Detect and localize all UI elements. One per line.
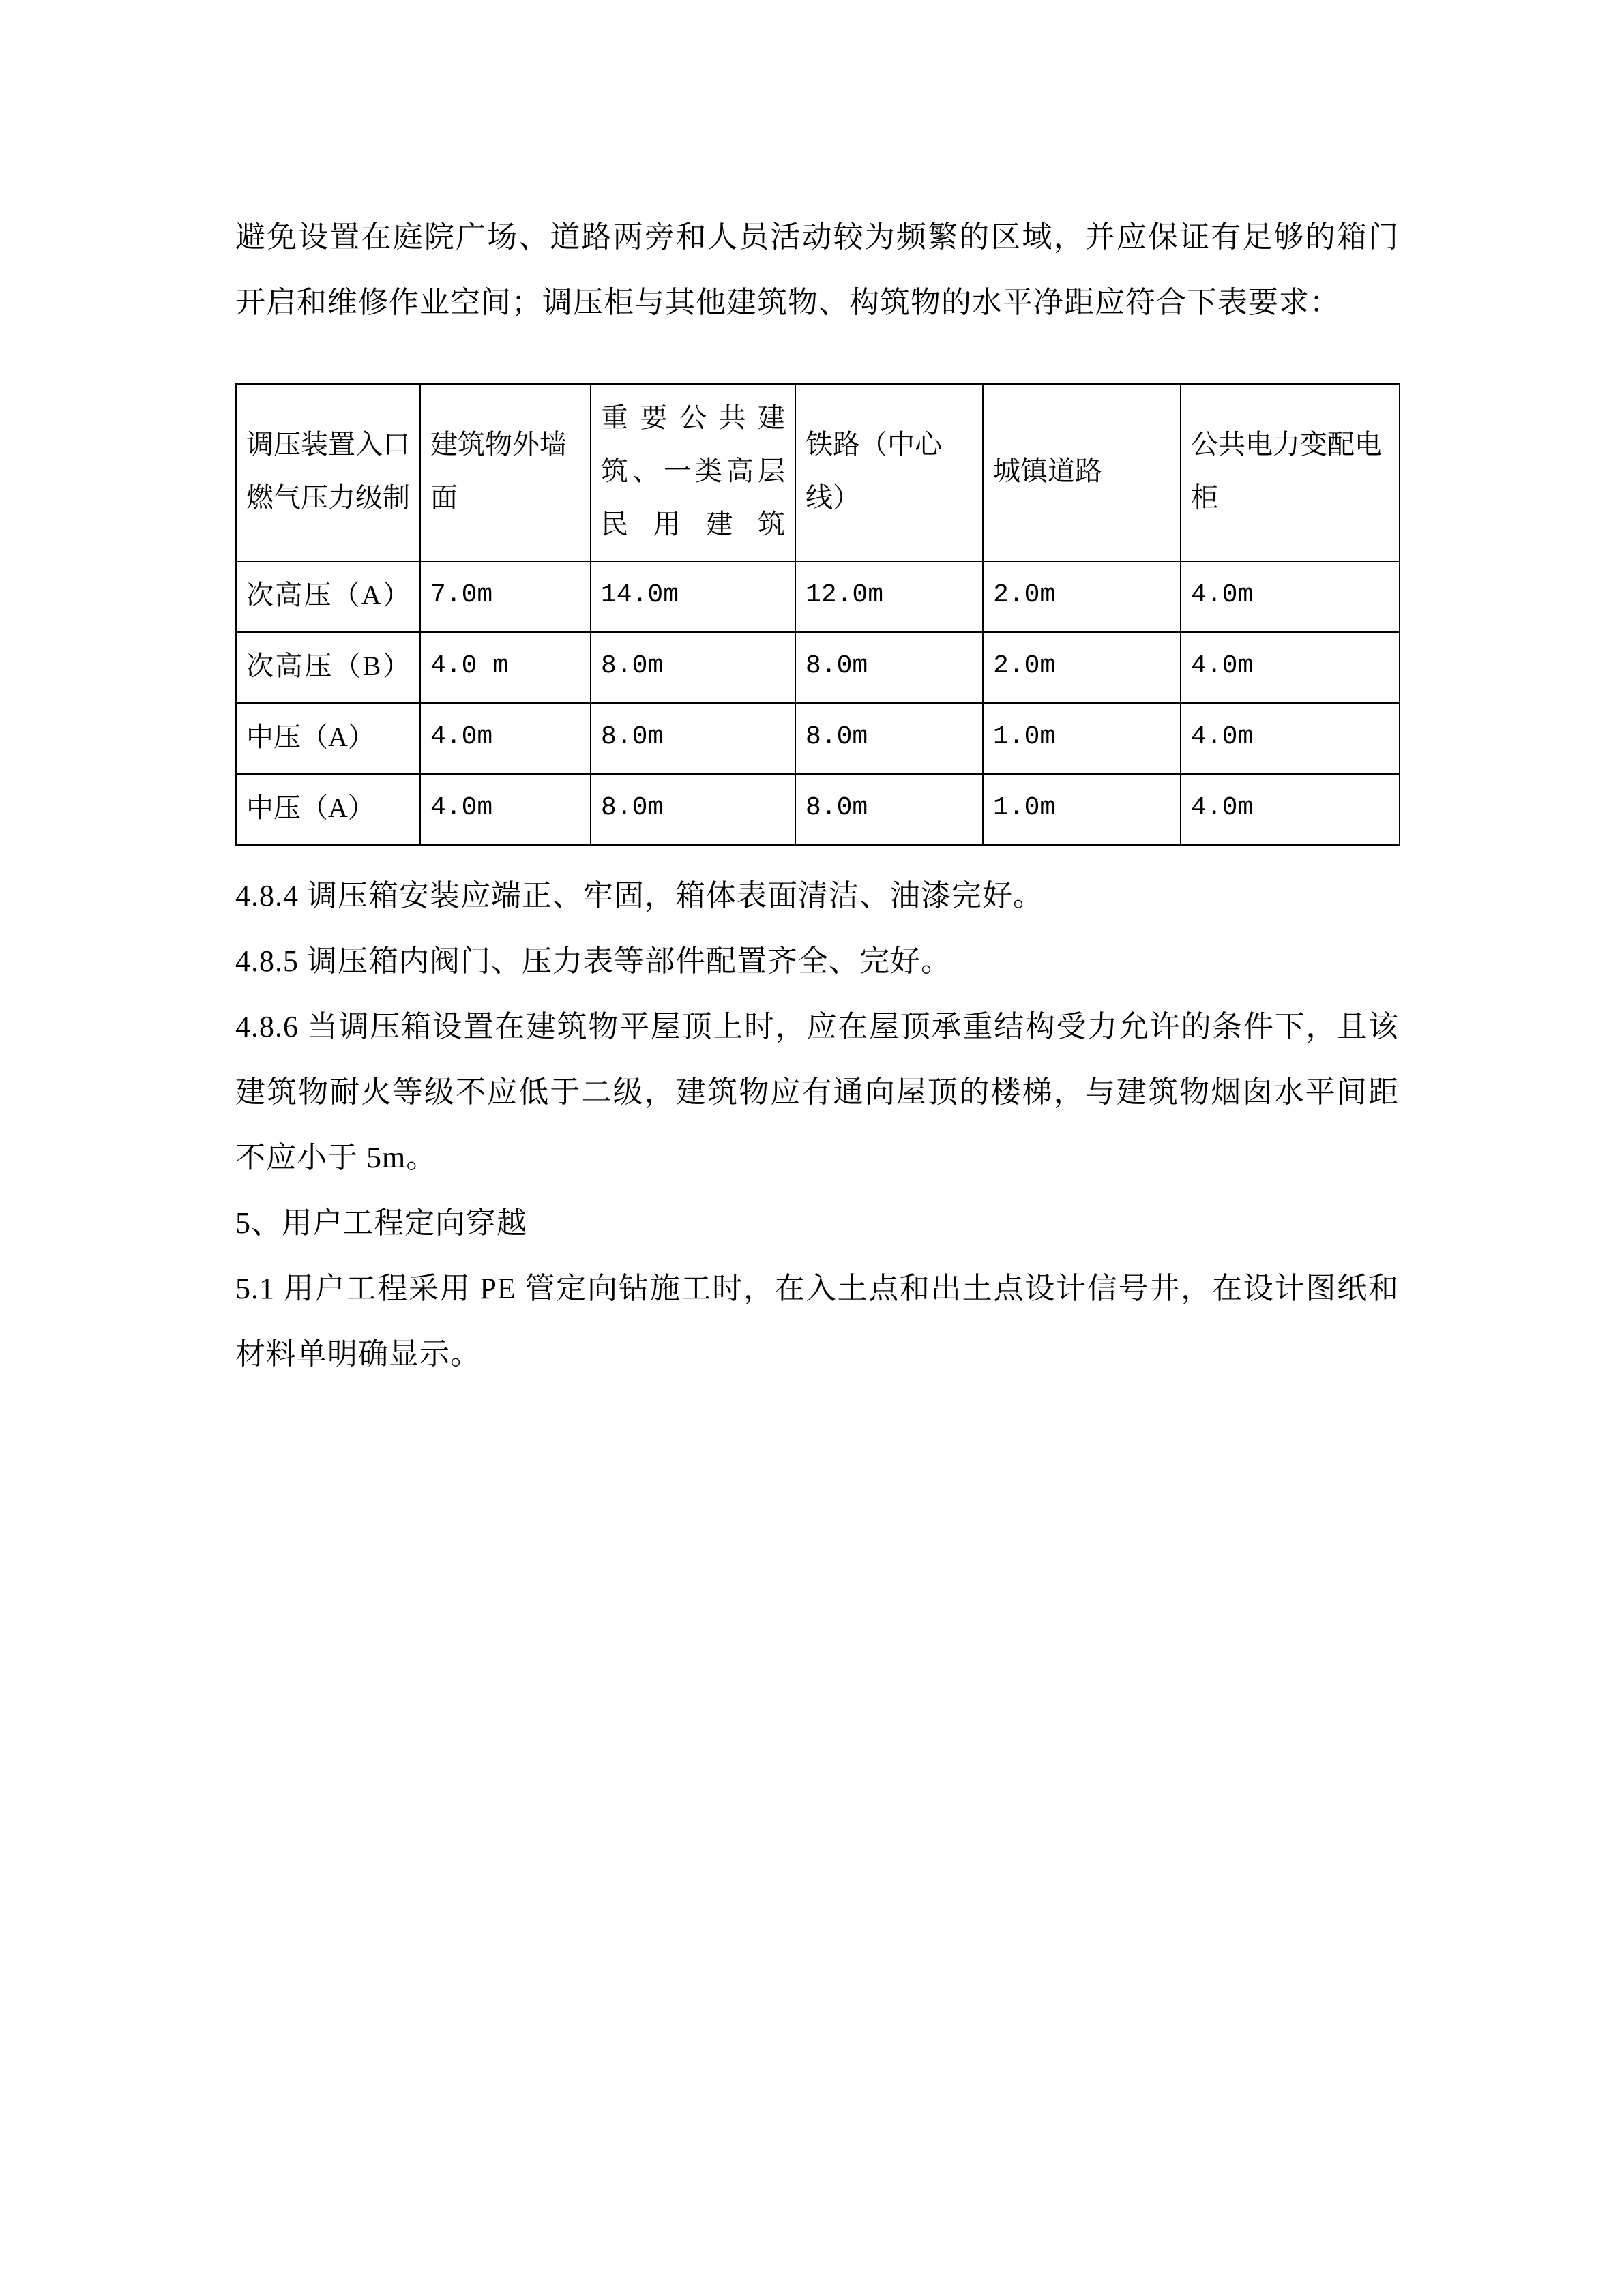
clause-5-1: 5.1 用户工程采用 PE 管定向钻施工时，在入土点和出土点设计信号井，在设计图纸和材料单明确显示。 xyxy=(235,1272,1399,1371)
row-label: 中压（A） xyxy=(236,774,420,845)
table-cell: 1.0m xyxy=(983,703,1181,774)
pressure-distance-table xyxy=(235,383,1400,846)
clause-4-8-4: 4.8.4 调压箱安装应端正、牢固，箱体表面清洁、油漆完好。 xyxy=(235,879,1044,912)
table-header-cell: 公共电力变配电柜 xyxy=(1181,384,1400,561)
row-label: 中压（A） xyxy=(236,703,420,774)
table-row xyxy=(236,703,1400,774)
table-cell: 8.0m xyxy=(795,703,983,774)
clause-4-8-6: 4.8.6 当调压箱设置在建筑物平屋顶上时，应在屋顶承重结构受力允许的条件下，且该建筑物耐火等级不应低于二级，建筑物应有通向屋顶的楼梯，与建筑物烟囱水平间距不应小于 5m。 xyxy=(235,1010,1399,1174)
table-cell: 2.0m xyxy=(983,632,1181,703)
table-cell: 8.0m xyxy=(591,703,795,774)
section-5-heading: 5、用户工程定向穿越 xyxy=(235,1206,527,1240)
table-cell: 4.0m xyxy=(420,703,591,774)
spacer xyxy=(235,336,1399,383)
table-header-cell: 调压装置入口燃气压力级制 xyxy=(236,384,420,561)
table-cell: 8.0m xyxy=(795,632,983,703)
table-cell: 8.0m xyxy=(591,774,795,845)
spacer xyxy=(235,846,1399,863)
table-cell: 4.0m xyxy=(1181,703,1400,774)
table-cell: 4.0m xyxy=(1181,561,1400,632)
table-cell: 4.0m xyxy=(1181,774,1400,845)
table-cell: 1.0m xyxy=(983,774,1181,845)
table-cell: 14.0m xyxy=(591,561,795,632)
table-cell: 8.0m xyxy=(795,774,983,845)
table-cell: 4.0m xyxy=(420,774,591,845)
row-label: 次高压（A） xyxy=(236,561,420,632)
table-header-cell: 城镇道路 xyxy=(983,384,1181,561)
table-row xyxy=(236,632,1400,703)
table-cell: 4.0m xyxy=(1181,632,1400,703)
table-cell: 8.0m xyxy=(591,632,795,703)
table-cell: 7.0m xyxy=(420,561,591,632)
table-row xyxy=(236,561,1400,632)
row-label: 次高压（B） xyxy=(236,632,420,703)
intro-paragraph: 避免设置在庭院广场、道路两旁和人员活动较为频繁的区域，并应保证有足够的箱门开启和维修作业空间；调压柜与其他建筑物、构筑物的水平净距应符合下表要求： xyxy=(235,220,1399,319)
table-header-cell: 铁路（中心线） xyxy=(795,384,983,561)
table-row xyxy=(236,774,1400,845)
table-header-row xyxy=(236,384,1400,561)
table-cell: 2.0m xyxy=(983,561,1181,632)
clauses-block xyxy=(235,863,1399,1387)
clause-4-8-5: 4.8.5 调压箱内阀门、压力表等部件配置齐全、完好。 xyxy=(235,944,951,978)
table-header-cell: 建筑物外墙面 xyxy=(420,384,591,561)
table-cell: 4.0 m xyxy=(420,632,591,703)
table-header-cell: 重要公共建筑、一类高层民用建筑 xyxy=(591,384,795,561)
table-cell: 12.0m xyxy=(795,561,983,632)
